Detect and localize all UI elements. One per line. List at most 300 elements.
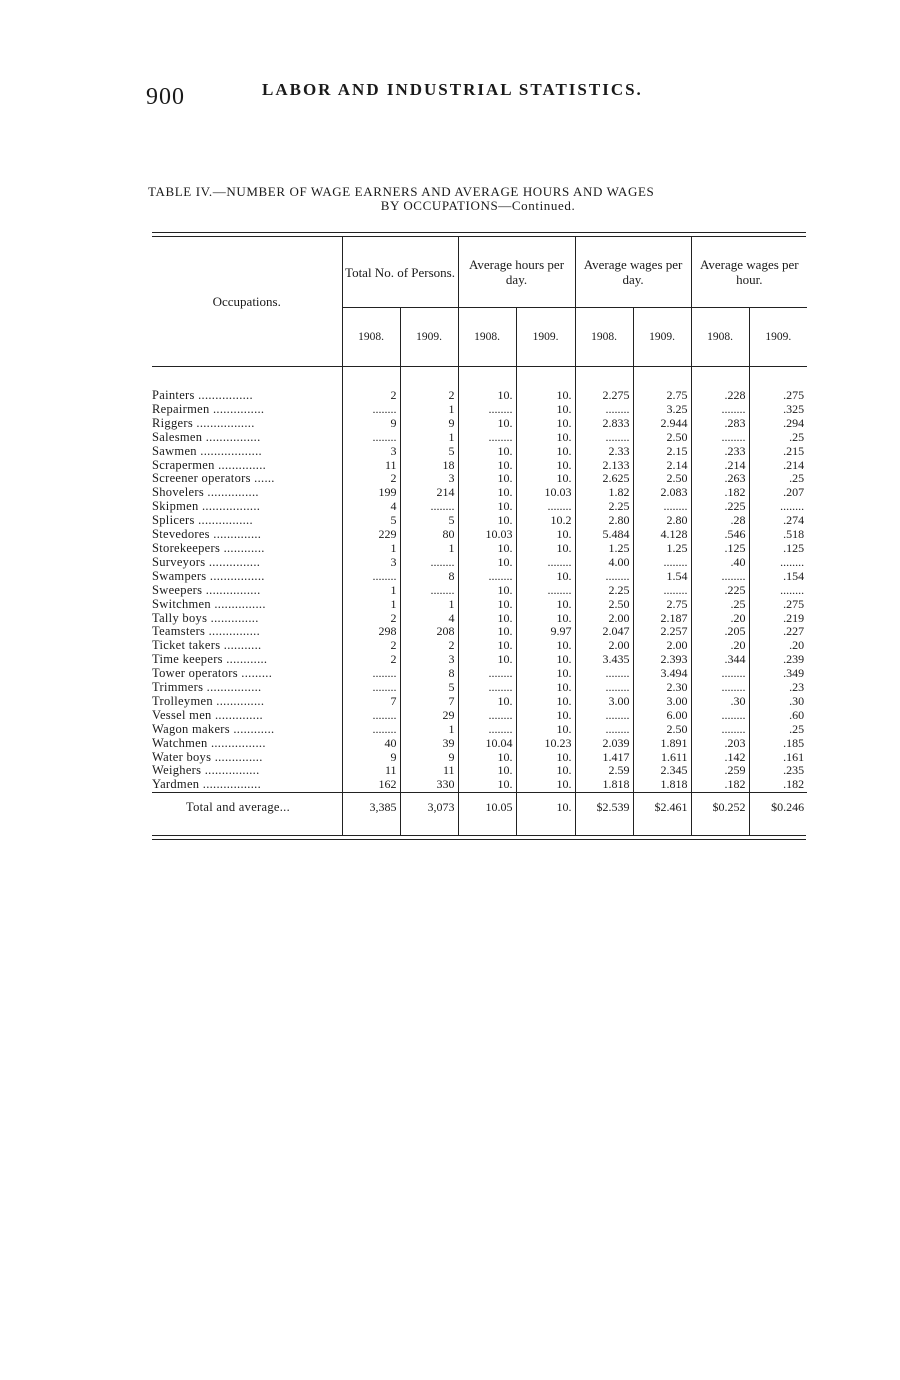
total-row: [152, 793, 807, 836]
group-header-wages-day: Average wages per day.: [575, 237, 691, 308]
value-cell: 2.30: [633, 681, 691, 695]
value-cell: ........: [400, 556, 458, 570]
value-cell: 1: [400, 431, 458, 445]
value-cell: 10.: [516, 778, 575, 792]
table-row: [152, 556, 807, 570]
page-number: 900: [146, 84, 185, 110]
value-cell: 5: [400, 445, 458, 459]
value-cell: .25: [749, 723, 807, 737]
value-cell: 10.: [458, 639, 516, 653]
table-row: [152, 431, 807, 445]
value-cell: ........: [575, 431, 633, 445]
value-cell: 10.: [516, 723, 575, 737]
occupation-cell: Salesmen ................: [152, 430, 261, 444]
value-cell: 1.818: [633, 778, 691, 792]
value-cell: 1.891: [633, 737, 691, 751]
occupation-cell: Watchmen ................: [152, 736, 266, 750]
bottom-double-rule: [152, 835, 806, 840]
value-cell: ........: [400, 584, 458, 598]
value-cell: .60: [749, 709, 807, 723]
value-cell: 10.23: [516, 737, 575, 751]
value-cell: .23: [749, 681, 807, 695]
value-cell: 10.: [516, 431, 575, 445]
group-header-persons: Total No. of Persons.: [342, 237, 458, 308]
value-cell: 3: [400, 653, 458, 667]
value-cell: ........: [691, 403, 749, 417]
table-row: [152, 764, 807, 778]
value-cell: 3.494: [633, 667, 691, 681]
value-cell: .182: [691, 486, 749, 500]
value-cell: 80: [400, 528, 458, 542]
year-header: 1908.: [458, 308, 516, 367]
value-cell: .215: [749, 445, 807, 459]
total-value: 3,385: [342, 793, 400, 836]
value-cell: 10.: [458, 500, 516, 514]
value-cell: 2.75: [633, 598, 691, 612]
value-cell: 8: [400, 667, 458, 681]
occupation-cell: Tally boys ..............: [152, 611, 259, 625]
wage-table: [152, 237, 807, 835]
value-cell: ........: [749, 500, 807, 514]
value-cell: 2.59: [575, 764, 633, 778]
value-cell: ........: [575, 681, 633, 695]
value-cell: 9: [342, 417, 400, 431]
value-cell: 1.25: [575, 542, 633, 556]
occupations-header: Occupations.: [152, 237, 342, 367]
value-cell: 10.: [516, 459, 575, 473]
value-cell: ........: [691, 723, 749, 737]
table-row: [152, 445, 807, 459]
caption-line-1: TABLE IV.—NUMBER OF WAGE EARNERS AND AVERAGE HOURS AND WAGES: [148, 184, 655, 199]
table-row: [152, 723, 807, 737]
total-value: $2.539: [575, 793, 633, 836]
occupation-cell: Trolleymen ..............: [152, 694, 265, 708]
value-cell: .30: [691, 695, 749, 709]
value-cell: .214: [749, 459, 807, 473]
value-cell: 1.54: [633, 570, 691, 584]
value-cell: 10.: [458, 486, 516, 500]
value-cell: 10.: [458, 751, 516, 765]
value-cell: 1: [342, 584, 400, 598]
value-cell: .325: [749, 403, 807, 417]
value-cell: 1: [400, 723, 458, 737]
value-cell: 10.2: [516, 514, 575, 528]
value-cell: ........: [516, 584, 575, 598]
value-cell: .20: [749, 639, 807, 653]
table-row: [152, 528, 807, 542]
value-cell: .274: [749, 514, 807, 528]
table-row: [152, 542, 807, 556]
occupation-cell: Stevedores ..............: [152, 528, 262, 542]
occupation-cell: Painters ................: [152, 388, 253, 402]
value-cell: 10.: [516, 445, 575, 459]
value-cell: ........: [400, 500, 458, 514]
value-cell: ........: [516, 500, 575, 514]
value-cell: .185: [749, 737, 807, 751]
table-row: [152, 625, 807, 639]
value-cell: ........: [691, 570, 749, 584]
value-cell: 1: [400, 542, 458, 556]
table-caption: [148, 185, 808, 213]
value-cell: 10.: [516, 542, 575, 556]
value-cell: 10.: [516, 709, 575, 723]
value-cell: 208: [400, 625, 458, 639]
value-cell: 11: [342, 764, 400, 778]
occupation-cell: Vessel men ..............: [152, 708, 263, 722]
value-cell: 11: [400, 764, 458, 778]
value-cell: 1.25: [633, 542, 691, 556]
occupation-cell: Storekeepers ............: [152, 541, 265, 555]
value-cell: ........: [458, 681, 516, 695]
value-cell: .25: [691, 598, 749, 612]
value-cell: 2: [342, 472, 400, 486]
value-cell: 3.435: [575, 653, 633, 667]
value-cell: ........: [749, 584, 807, 598]
table-row: [152, 486, 807, 500]
value-cell: .546: [691, 528, 749, 542]
value-cell: 10.: [458, 598, 516, 612]
value-cell: ........: [633, 556, 691, 570]
value-cell: 39: [400, 737, 458, 751]
table-row: [152, 737, 807, 751]
value-cell: 10.: [458, 778, 516, 792]
total-value: $2.461: [633, 793, 691, 836]
year-header: 1908.: [691, 308, 749, 367]
value-cell: .28: [691, 514, 749, 528]
value-cell: 229: [342, 528, 400, 542]
value-cell: .161: [749, 751, 807, 765]
value-cell: 2.833: [575, 417, 633, 431]
value-cell: ........: [458, 723, 516, 737]
value-cell: 2.039: [575, 737, 633, 751]
occupation-cell: Wagon makers ............: [152, 722, 275, 736]
value-cell: ........: [342, 667, 400, 681]
value-cell: 10.03: [516, 486, 575, 500]
value-cell: 1.818: [575, 778, 633, 792]
value-cell: 2: [342, 367, 400, 403]
value-cell: .20: [691, 639, 749, 653]
value-cell: 1: [342, 598, 400, 612]
table-row: [152, 514, 807, 528]
value-cell: 8: [400, 570, 458, 584]
value-cell: ........: [691, 709, 749, 723]
value-cell: ........: [575, 570, 633, 584]
value-cell: 10.: [458, 542, 516, 556]
value-cell: 2.50: [575, 598, 633, 612]
caption-line-2: BY OCCUPATIONS—Continued.: [380, 198, 576, 213]
value-cell: 9: [400, 417, 458, 431]
occupation-cell: Time keepers ............: [152, 653, 268, 667]
total-label: Total and average...: [152, 793, 342, 836]
value-cell: 10.: [516, 667, 575, 681]
value-cell: 5: [400, 681, 458, 695]
table-row: [152, 695, 807, 709]
value-cell: ........: [575, 723, 633, 737]
value-cell: ........: [691, 667, 749, 681]
value-cell: .225: [691, 500, 749, 514]
table-row: [152, 584, 807, 598]
value-cell: 4: [400, 612, 458, 626]
value-cell: 10.: [516, 417, 575, 431]
value-cell: 1.611: [633, 751, 691, 765]
value-cell: .182: [749, 778, 807, 792]
table-row: [152, 612, 807, 626]
value-cell: ........: [458, 403, 516, 417]
value-cell: .344: [691, 653, 749, 667]
value-cell: 162: [342, 778, 400, 792]
table-row: [152, 681, 807, 695]
value-cell: 2: [400, 367, 458, 403]
table-body: [152, 367, 807, 836]
value-cell: 6.00: [633, 709, 691, 723]
value-cell: ........: [342, 431, 400, 445]
value-cell: .205: [691, 625, 749, 639]
value-cell: 10.: [458, 514, 516, 528]
value-cell: 2.083: [633, 486, 691, 500]
occupation-cell: Skipmen .................: [152, 500, 261, 514]
table-row: [152, 459, 807, 473]
value-cell: 10.: [458, 417, 516, 431]
value-cell: 10.: [516, 681, 575, 695]
value-cell: 2: [400, 639, 458, 653]
table-row: [152, 472, 807, 486]
value-cell: 330: [400, 778, 458, 792]
value-cell: ........: [342, 570, 400, 584]
value-cell: .283: [691, 417, 749, 431]
table-row: [152, 639, 807, 653]
value-cell: ........: [342, 723, 400, 737]
table-row: [152, 367, 807, 403]
year-header: 1909.: [516, 308, 575, 367]
value-cell: ........: [575, 709, 633, 723]
value-cell: .182: [691, 778, 749, 792]
value-cell: ........: [458, 709, 516, 723]
occupation-cell: Switchmen ...............: [152, 597, 266, 611]
value-cell: 10.04: [458, 737, 516, 751]
value-cell: ........: [691, 431, 749, 445]
value-cell: 5: [400, 514, 458, 528]
value-cell: 214: [400, 486, 458, 500]
occupation-cell: Water boys ..............: [152, 750, 263, 764]
year-header: 1909.: [749, 308, 807, 367]
value-cell: 10.: [516, 472, 575, 486]
value-cell: 2.00: [575, 639, 633, 653]
year-header: 1909.: [400, 308, 458, 367]
total-value: 3,073: [400, 793, 458, 836]
value-cell: 10.: [516, 403, 575, 417]
table-row: [152, 778, 807, 792]
value-cell: 1.82: [575, 486, 633, 500]
value-cell: 3.00: [575, 695, 633, 709]
value-cell: .207: [749, 486, 807, 500]
value-cell: 7: [400, 695, 458, 709]
value-cell: 11: [342, 459, 400, 473]
value-cell: 10.: [458, 556, 516, 570]
value-cell: 10.: [516, 751, 575, 765]
value-cell: 10.: [516, 764, 575, 778]
value-cell: ........: [633, 500, 691, 514]
occupation-cell: Trimmers ................: [152, 681, 262, 695]
value-cell: 10.: [516, 612, 575, 626]
value-cell: 10.: [516, 528, 575, 542]
value-cell: 2.625: [575, 472, 633, 486]
value-cell: .263: [691, 472, 749, 486]
value-cell: .25: [749, 472, 807, 486]
value-cell: 10.: [458, 764, 516, 778]
value-cell: 18: [400, 459, 458, 473]
value-cell: ........: [342, 403, 400, 417]
value-cell: 10.: [516, 695, 575, 709]
value-cell: 10.03: [458, 528, 516, 542]
value-cell: 40: [342, 737, 400, 751]
value-cell: 10.: [458, 695, 516, 709]
value-cell: .275: [749, 367, 807, 403]
value-cell: 10.: [458, 584, 516, 598]
value-cell: ........: [691, 681, 749, 695]
value-cell: ........: [458, 431, 516, 445]
value-cell: .294: [749, 417, 807, 431]
occupation-cell: Ticket takers ...........: [152, 639, 262, 653]
value-cell: 2.14: [633, 459, 691, 473]
occupation-cell: Scrapermen ..............: [152, 458, 267, 472]
value-cell: .235: [749, 764, 807, 778]
occupation-cell: Shovelers ...............: [152, 486, 259, 500]
occupation-cell: Teamsters ...............: [152, 625, 260, 639]
value-cell: .142: [691, 751, 749, 765]
value-cell: ........: [516, 556, 575, 570]
occupation-cell: Yardmen .................: [152, 778, 262, 792]
occupation-cell: Weighers ................: [152, 764, 260, 778]
value-cell: 9: [400, 751, 458, 765]
value-cell: 298: [342, 625, 400, 639]
value-cell: 2.25: [575, 500, 633, 514]
table-row: [152, 598, 807, 612]
value-cell: ........: [575, 403, 633, 417]
occupation-cell: Repairmen ...............: [152, 402, 265, 416]
value-cell: 9.97: [516, 625, 575, 639]
value-cell: .259: [691, 764, 749, 778]
table-row: [152, 417, 807, 431]
value-cell: 2.187: [633, 612, 691, 626]
value-cell: 1: [400, 403, 458, 417]
value-cell: 4.00: [575, 556, 633, 570]
value-cell: 29: [400, 709, 458, 723]
year-header: 1908.: [342, 308, 400, 367]
occupation-cell: Screener operators ......: [152, 472, 275, 486]
value-cell: 10.: [458, 653, 516, 667]
value-cell: .227: [749, 625, 807, 639]
value-cell: 2.257: [633, 625, 691, 639]
occupation-cell: Sawmen ..................: [152, 444, 262, 458]
value-cell: 5: [342, 514, 400, 528]
occupation-cell: Splicers ................: [152, 514, 253, 528]
value-cell: 10.: [516, 639, 575, 653]
value-cell: 3: [342, 445, 400, 459]
occupation-cell: Surveyors ...............: [152, 555, 261, 569]
value-cell: 3: [400, 472, 458, 486]
value-cell: 199: [342, 486, 400, 500]
value-cell: .203: [691, 737, 749, 751]
value-cell: ........: [458, 570, 516, 584]
value-cell: 10.: [458, 612, 516, 626]
value-cell: 2.133: [575, 459, 633, 473]
value-cell: .125: [749, 542, 807, 556]
value-cell: 2.944: [633, 417, 691, 431]
value-cell: .233: [691, 445, 749, 459]
value-cell: 2.50: [633, 472, 691, 486]
value-cell: 9: [342, 751, 400, 765]
group-header-hours: Average hours per day.: [458, 237, 575, 308]
year-header: 1909.: [633, 308, 691, 367]
total-value: $0.252: [691, 793, 749, 836]
value-cell: 10.: [516, 598, 575, 612]
value-cell: 4.128: [633, 528, 691, 542]
value-cell: 2.15: [633, 445, 691, 459]
value-cell: ........: [749, 556, 807, 570]
value-cell: .275: [749, 598, 807, 612]
value-cell: 10.: [516, 570, 575, 584]
value-cell: 10.: [458, 459, 516, 473]
value-cell: .239: [749, 653, 807, 667]
value-cell: .154: [749, 570, 807, 584]
value-cell: .225: [691, 584, 749, 598]
value-cell: 1: [400, 598, 458, 612]
value-cell: 2: [342, 653, 400, 667]
value-cell: 2.00: [575, 612, 633, 626]
running-head: LABOR AND INDUSTRIAL STATISTICS.: [262, 80, 643, 99]
value-cell: ........: [342, 681, 400, 695]
value-cell: 2: [342, 639, 400, 653]
total-value: 10.05: [458, 793, 516, 836]
value-cell: 2.75: [633, 367, 691, 403]
value-cell: ........: [342, 709, 400, 723]
value-cell: .219: [749, 612, 807, 626]
value-cell: 1: [342, 542, 400, 556]
total-value: $0.246: [749, 793, 807, 836]
value-cell: .30: [749, 695, 807, 709]
group-header-wages-hour: Average wages per hour.: [691, 237, 807, 308]
value-cell: 2.80: [633, 514, 691, 528]
value-cell: 2.50: [633, 723, 691, 737]
value-cell: 3: [342, 556, 400, 570]
table-row: [152, 751, 807, 765]
table-row: [152, 570, 807, 584]
table-row: [152, 403, 807, 417]
value-cell: ........: [633, 584, 691, 598]
value-cell: 2.80: [575, 514, 633, 528]
table-row: [152, 709, 807, 723]
value-cell: 2.345: [633, 764, 691, 778]
value-cell: 10.: [458, 625, 516, 639]
value-cell: .125: [691, 542, 749, 556]
value-cell: 7: [342, 695, 400, 709]
value-cell: .518: [749, 528, 807, 542]
value-cell: 1.417: [575, 751, 633, 765]
value-cell: .228: [691, 367, 749, 403]
value-cell: .20: [691, 612, 749, 626]
value-cell: 2.275: [575, 367, 633, 403]
value-cell: 4: [342, 500, 400, 514]
value-cell: 2.00: [633, 639, 691, 653]
value-cell: 10.: [458, 367, 516, 403]
value-cell: ........: [575, 667, 633, 681]
value-cell: 2.25: [575, 584, 633, 598]
value-cell: 10.: [516, 367, 575, 403]
table-row: [152, 500, 807, 514]
value-cell: .349: [749, 667, 807, 681]
total-value: 10.: [516, 793, 575, 836]
occupation-cell: Tower operators .........: [152, 667, 273, 681]
